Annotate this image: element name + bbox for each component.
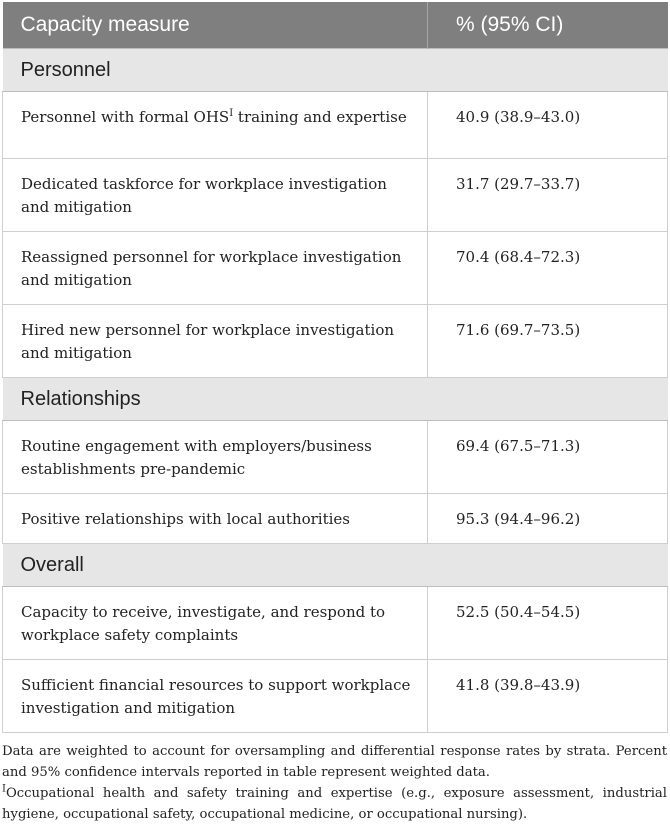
value-cell: 52.5 (50.4–54.5) — [428, 587, 668, 660]
value-cell: 71.6 (69.7–73.5) — [428, 305, 668, 378]
measure-cell: Capacity to receive, investigate, and respond to workplace safety complaints — [3, 587, 428, 660]
value-cell: 31.7 (29.7–33.7) — [428, 159, 668, 232]
capacity-table — [2, 2, 668, 733]
header-percent-ci: % (95% CI) — [428, 2, 668, 49]
measure-cell: Sufficient financial resources to support workplace investigation and mitigation — [3, 660, 428, 733]
value-cell: 41.8 (39.8–43.9) — [428, 660, 668, 733]
measure-cell: Routine engagement with employers/business establishments pre-pandemic — [3, 421, 428, 494]
footnote-marker: I — [2, 783, 6, 795]
section-row-relationships — [3, 378, 668, 421]
measure-cell: Positive relationships with local authorities — [3, 494, 428, 544]
value-cell: 70.4 (68.4–72.3) — [428, 232, 668, 305]
value-cell: 95.3 (94.4–96.2) — [428, 494, 668, 544]
measure-cell: Dedicated taskforce for workplace investigation and mitigation — [3, 159, 428, 232]
section-title: Overall — [3, 544, 668, 587]
footnote-text: Occupational health and safety training and expertise (e.g., exposure assessment, industrial hygiene, occupational safety, occupational medicine, or occupational nursing). — [2, 786, 667, 822]
table-row — [3, 232, 668, 305]
table-row — [3, 421, 668, 494]
value-cell: 40.9 (38.9–43.0) — [428, 92, 668, 159]
table-header-row — [3, 2, 668, 49]
measure-text: Personnel with formal OHS — [21, 108, 230, 126]
table-row — [3, 159, 668, 232]
table-row — [3, 587, 668, 660]
footnote-marker: I — [229, 108, 234, 119]
measure-text-tail: training and expertise — [233, 108, 407, 126]
weighting-note: Data are weighted to account for oversampling and differential response rates by strata. Percent and 95% confidence intervals reported in table represent weighted data. — [2, 744, 667, 780]
section-title: Relationships — [3, 378, 668, 421]
section-title: Personnel — [3, 49, 668, 92]
table-notes — [2, 741, 667, 825]
value-cell: 69.4 (67.5–71.3) — [428, 421, 668, 494]
table-row — [3, 494, 668, 544]
header-capacity-measure: Capacity measure — [3, 2, 428, 49]
table-row — [3, 305, 668, 378]
section-row-overall — [3, 544, 668, 587]
measure-cell: Reassigned personnel for workplace investigation and mitigation — [3, 232, 428, 305]
table-row — [3, 660, 668, 733]
table-container — [2, 2, 667, 825]
measure-cell — [3, 92, 428, 159]
section-row-personnel — [3, 49, 668, 92]
table-row — [3, 92, 668, 159]
measure-cell: Hired new personnel for workplace investigation and mitigation — [3, 305, 428, 378]
footnote — [2, 783, 667, 825]
